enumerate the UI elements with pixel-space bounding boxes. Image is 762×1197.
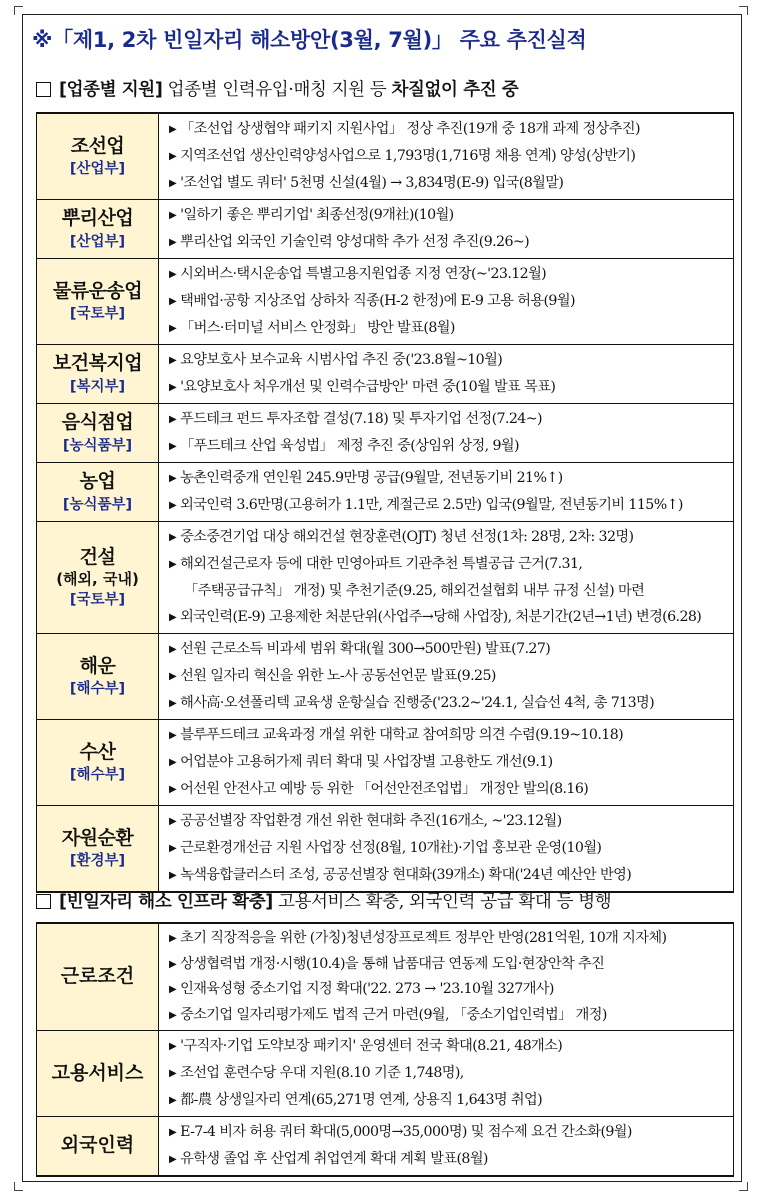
list-item: ▶ 외국인력(E-9) 고용제한 처분단위(사업주→당해 사업장), 처분기간(2년→1년) 변경(6.28) — [169, 604, 731, 631]
list-item: ▶ 근로환경개선금 지원 사업장 선정(8월, 10개社)·기업 홍보관 운영(10월) — [169, 835, 731, 862]
category-name: 음식점업 — [61, 411, 134, 434]
triangle-bullet-icon: ▶ — [169, 612, 177, 623]
triangle-bullet-icon: ▶ — [169, 1154, 177, 1165]
triangle-bullet-icon: ▶ — [169, 1068, 177, 1079]
triangle-bullet-icon: ▶ — [169, 1041, 177, 1052]
category-name: 외국인력 — [60, 1134, 135, 1157]
triangle-bullet-icon: ▶ — [169, 1127, 177, 1138]
triangle-bullet-icon: ▶ — [169, 698, 177, 709]
list-item: ▶ 뿌리산업 외국인 기술인력 양성대학 추가 선정 추진(9.26~) — [169, 229, 731, 256]
category-cell — [37, 259, 159, 345]
list-item: ▶ 초기 직장적응을 위한 (가칭)청년성장프로젝트 정부안 반영(281억원, 10개 지자체) — [169, 926, 731, 952]
ministry-label: [환경부] — [69, 853, 126, 870]
triangle-bullet-icon: ▶ — [169, 296, 177, 307]
triangle-bullet-icon: ▶ — [169, 984, 177, 995]
triangle-bullet-icon: ▶ — [169, 958, 177, 970]
triangle-bullet-icon: ▶ — [169, 644, 177, 655]
triangle-bullet-icon: ▶ — [169, 414, 177, 425]
list-item-continuation: 「주택공급규칙」 개정) 및 추천기준(9.25, 해외건설협회 내부 규정 신설) 마련 — [184, 583, 645, 599]
ministry-label: [산업부] — [69, 233, 126, 250]
content-cell — [159, 923, 734, 1031]
ministry-label: [복지부] — [69, 378, 126, 395]
category-name: 고용서비스 — [51, 1061, 144, 1084]
content-cell — [159, 1117, 734, 1177]
list-item: ▶ '요양보호사 처우개선 및 인력수급방안' 마련 중(10월 발표 목표) — [169, 374, 731, 401]
list-item: ▶ 농촌인력중개 연인원 245.9만명 공급(9월말, 전년동기비 21%↑) — [169, 465, 731, 492]
triangle-bullet-icon: ▶ — [169, 532, 177, 543]
triangle-bullet-icon: ▶ — [169, 757, 177, 768]
triangle-bullet-icon: ▶ — [169, 323, 177, 334]
content-cell — [159, 113, 734, 200]
list-item: ▶ 유학생 졸업 후 산업계 취업연계 확대 계획 발표(8월) — [169, 1146, 731, 1173]
category-cell — [37, 1031, 159, 1117]
category-cell — [37, 463, 159, 522]
infrastructure-table — [36, 922, 734, 1177]
category-cell — [37, 923, 159, 1031]
category-name: 수산 — [79, 740, 116, 763]
list-item: ▶ E-7-4 비자 허용 쿼터 확대(5,000명→35,000명) 및 점수제 요건 간소화(9월) — [169, 1119, 731, 1146]
checkbox-square-icon — [36, 82, 51, 97]
table-row — [37, 259, 734, 345]
table-row — [37, 720, 734, 806]
table-row — [37, 522, 734, 634]
industry-support-table — [36, 112, 734, 893]
content-cell — [159, 345, 734, 404]
triangle-bullet-icon: ▶ — [169, 933, 177, 944]
triangle-bullet-icon: ▶ — [169, 559, 177, 570]
triangle-bullet-icon: ▶ — [169, 500, 177, 511]
list-item: ▶ 중소기업 일자리평가제도 법적 근거 마련(9월, 「중소기업인력법」 개정) — [169, 1003, 731, 1029]
list-item: ▶ 어업분야 고용허가제 쿼터 확대 및 사업장별 고용한도 개선(9.1) — [169, 749, 731, 776]
list-item: ▶ 시외버스·택시운송업 특별고용지원업종 지정 연장(~'23.12월) — [169, 261, 731, 288]
list-item: ▶ 외국인력 3.6만명(고용허가 1.1만, 계절근로 2.5만) 입국(9월말, 전년동기비 115%↑) — [169, 492, 731, 519]
list-item: ▶ 공공선별장 작업환경 개선 위한 현대화 추진(16개소, ~'23.12월) — [169, 808, 731, 835]
list-item: ▶ 「푸드테크 산업 육성법」 제정 추진 중(상임위 상정, 9월) — [169, 433, 731, 460]
triangle-bullet-icon: ▶ — [169, 124, 177, 135]
ministry-label: [해수부] — [69, 767, 126, 784]
ministry-label: [국토부] — [69, 306, 126, 323]
table-row — [37, 113, 734, 200]
section-emphasis: 차질없이 추진 중 — [391, 80, 519, 100]
list-item: ▶ '조선업 별도 쿼터' 5천명 신설(4월) → 3,834명(E-9) 입국(8월말) — [169, 170, 731, 197]
table-row — [37, 1031, 734, 1117]
list-item: ▶ 지역조선업 생산인력양성사업으로 1,793명(1,716명 채용 연계) 양성(상반기) — [169, 143, 731, 170]
triangle-bullet-icon: ▶ — [169, 473, 177, 484]
list-item: ▶ 해외건설근로자 등에 대한 민영아파트 기관추천 특별공급 근거(7.31, — [169, 551, 731, 578]
category-name: 조선업 — [70, 134, 125, 157]
list-item: ▶ 녹색융합클러스터 조성, 공공선별장 현대화(39개소) 확대('24년 예산안 반영) — [169, 862, 731, 889]
category-name: 자원순환 — [61, 826, 134, 849]
triangle-bullet-icon: ▶ — [169, 843, 177, 854]
table-row — [37, 200, 734, 259]
checkbox-square-icon — [36, 894, 51, 909]
category-name: 해운 — [79, 654, 116, 677]
category-cell — [37, 720, 159, 806]
table-row — [37, 404, 734, 463]
category-name: 근로조건 — [60, 965, 135, 988]
list-item: ▶ 선원 일자리 혁신을 위한 노-사 공동선언문 발표(9.25) — [169, 663, 731, 690]
category-cell — [37, 200, 159, 259]
triangle-bullet-icon: ▶ — [169, 269, 177, 280]
category-cell — [37, 1117, 159, 1177]
section-label: [업종별 지원] — [59, 80, 163, 100]
triangle-bullet-icon: ▶ — [169, 671, 177, 682]
section-text: 고용서비스 확충, 외국인력 공급 확대 등 병행 — [278, 892, 612, 912]
triangle-bullet-icon: ▶ — [169, 1009, 177, 1021]
triangle-bullet-icon: ▶ — [169, 355, 177, 366]
category-name: 건설 — [79, 546, 116, 569]
triangle-bullet-icon: ▶ — [169, 730, 177, 741]
list-item: ▶ '일하기 좋은 뿌리기업' 최종선정(9개社)(10월) — [169, 202, 731, 229]
category-cell — [37, 404, 159, 463]
category-cell — [37, 522, 159, 634]
ministry-label: [해수부] — [69, 681, 126, 698]
content-cell — [159, 200, 734, 259]
corner-mark — [14, 1182, 23, 1191]
table-row — [37, 1117, 734, 1177]
table-row — [37, 634, 734, 720]
triangle-bullet-icon: ▶ — [169, 870, 177, 881]
category-name: 물류운송업 — [52, 279, 143, 302]
list-item: ▶ 상생협력법 개정·시행(10.4)을 통해 납품대금 연동제 도입·현장안착 추진 — [169, 952, 731, 978]
content-cell — [159, 463, 734, 522]
triangle-bullet-icon: ▶ — [169, 1095, 177, 1106]
ministry-label: [농식품부] — [62, 437, 133, 454]
list-item: ▶ 조선업 훈련수당 우대 지원(8.10 기준 1,748명), — [169, 1060, 731, 1087]
list-item: ▶ 「조선업 상생협약 패키지 지원사업」 정상 추진(19개 중 18개 과제 정상추진) — [169, 116, 731, 143]
triangle-bullet-icon: ▶ — [169, 210, 177, 221]
ministry-label: [농식품부] — [62, 496, 133, 513]
category-cell — [37, 806, 159, 893]
content-cell — [159, 720, 734, 806]
triangle-bullet-icon: ▶ — [169, 382, 177, 393]
content-cell — [159, 806, 734, 893]
list-item: ▶ 都-農 상생일자리 연계(65,271명 연계, 상용직 1,643명 취업) — [169, 1087, 731, 1114]
category-cell — [37, 345, 159, 404]
list-item: ▶ '구직자·기업 도약보장 패키지' 운영센터 전국 확대(8.21, 48개소) — [169, 1033, 731, 1060]
category-cell — [37, 113, 159, 200]
category-subname: (해외, 국내) — [56, 569, 139, 588]
table-row — [37, 463, 734, 522]
category-name: 뿌리산업 — [61, 207, 134, 230]
ministry-label: [국토부] — [69, 591, 126, 608]
triangle-bullet-icon: ▶ — [169, 441, 177, 452]
page-title: ※「제1, 2차 빈일자리 해소방안(3월, 7월)」 주요 추진실적 — [32, 28, 587, 52]
list-item: ▶ 요양보호사 보수교육 시범사업 추진 중('23.8월~10월) — [169, 347, 731, 374]
category-cell — [37, 634, 159, 720]
triangle-bullet-icon: ▶ — [169, 178, 177, 189]
list-item: ▶ 「버스·터미널 서비스 안정화」 방안 발표(8월) — [169, 315, 731, 342]
content-cell — [159, 522, 734, 634]
table-row — [37, 923, 734, 1031]
list-item: ▶ 중소중견기업 대상 해외건설 현장훈련(OJT) 청년 선정(1차: 28명, 2차: 32명) — [169, 524, 731, 551]
category-name: 보건복지업 — [52, 352, 143, 375]
content-cell — [159, 404, 734, 463]
triangle-bullet-icon: ▶ — [169, 237, 177, 248]
list-item: ▶ 블루푸드테크 교육과정 개설 위한 대학교 참여희망 의견 수렴(9.19~10.18) — [169, 722, 731, 749]
category-name: 농업 — [79, 470, 116, 493]
table-row — [37, 345, 734, 404]
table-row — [37, 806, 734, 893]
content-cell — [159, 1031, 734, 1117]
ministry-label: [산업부] — [69, 161, 126, 178]
section-text: 업종별 인력유입·매칭 지원 등 — [167, 80, 387, 100]
triangle-bullet-icon: ▶ — [169, 816, 177, 827]
section-heading-infrastructure — [36, 888, 736, 913]
list-item: ▶ 해사高·오션폴리텍 교육생 운항실습 진행중('23.2~'24.1, 실습선 4척, 총 713명) — [169, 690, 731, 717]
list-item: ▶ 선원 근로소득 비과세 범위 확대(월 300→500만원) 발표(7.27) — [169, 636, 731, 663]
list-item: ▶ 택배업·공항 지상조업 상하차 직종(H-2 한정)에 E-9 고용 허용(9월) — [169, 288, 731, 315]
triangle-bullet-icon: ▶ — [169, 784, 177, 795]
list-item: ▶ 인재육성형 중소기업 지정 확대('22. 273 → '23.10월 327개사) — [169, 977, 731, 1003]
list-item: ▶ 푸드테크 펀드 투자조합 결성(7.18) 및 투자기업 선정(7.24~) — [169, 406, 731, 433]
list-item: ▶ 어선원 안전사고 예방 등 위한 「어선안전조업법」 개정안 발의(8.16) — [169, 776, 731, 803]
section-label: [빈일자리 해소 인프라 확충] — [59, 892, 273, 912]
corner-mark — [739, 1182, 748, 1191]
content-cell — [159, 634, 734, 720]
section-heading-industry — [36, 76, 736, 101]
triangle-bullet-icon: ▶ — [169, 151, 177, 162]
content-cell — [159, 259, 734, 345]
